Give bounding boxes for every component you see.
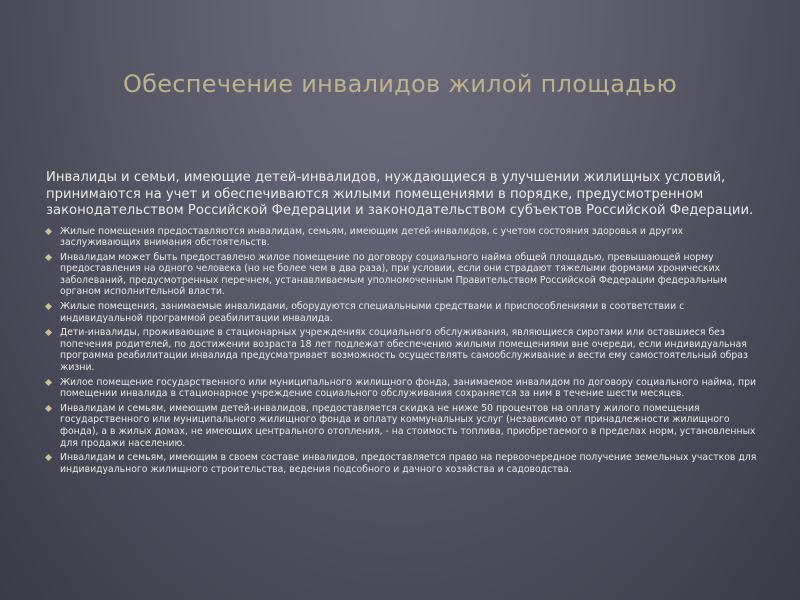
diamond-bullet-icon <box>45 405 52 412</box>
diamond-bullet-icon <box>45 227 52 234</box>
list-item <box>46 252 766 298</box>
list-item <box>46 403 766 449</box>
list-item <box>46 327 766 373</box>
list-item <box>46 377 766 400</box>
diamond-bullet-icon <box>45 303 52 310</box>
list-item-text: Инвалидам и семьям, имеющим в своем составе инвалидов, предоставляется право на первоочередное получение земельных участков для индивидуального жилищного строительства, ведения подсобного и дачного хозяйства и садоводства. <box>60 452 757 475</box>
diamond-bullet-icon <box>45 329 52 336</box>
slide-body <box>46 170 766 478</box>
list-item <box>46 452 766 475</box>
bullet-list <box>46 226 766 476</box>
list-item-text: Инвалидам и семьям, имеющим детей-инвалидов, предоставляется скидка не ниже 50 процентов на оплату жилого помещения государственного или муниципального жилищного фонда и оплату коммунальных услуг (независимо от принадлежности жилищного фонда), а в жилых домах, не имеющих центрального отопления, - на стоимость топлива, приобретаемого в пределах норм, установленных для продажи населению. <box>60 402 756 449</box>
list-item-text: Инвалидам может быть предоставлено жилое помещение по договору социального найма общей площадью, превышающей норму предоставления на одного человека (но не более чем в два раза), при условии, если они страдают тяжелыми формами хронических заболеваний, предусмотренных перечнем, устанавливаемым уполномоченным Правительством Российской Федерации федеральным органом исполнительной власти. <box>60 251 728 298</box>
diamond-bullet-icon <box>45 454 52 461</box>
list-item-text: Жилые помещения предоставляются инвалидам, семьям, имеющим детей-инвалидов, с учетом состояния здоровья и других заслуживающих внимания обстоятельств. <box>60 225 684 249</box>
list-item-text: Жилые помещения, занимаемые инвалидами, оборудуются специальными средствами и приспособлениями в соответствии с индивидуальной программой реабилитации инвалида. <box>60 301 685 324</box>
intro-paragraph: Инвалиды и семьи, имеющие детей-инвалидов, нуждающиеся в улучшении жилищных условий, принимаются на учет и обеспечиваются жилыми помещениями в порядке, предусмотренном законодательством Российской Федерации и законодательством субъектов Российской Федерации. <box>46 170 754 218</box>
list-item-text: Жилое помещение государственного или муниципального жилищного фонда, занимаемое инвалидом по договору социального найма, при помещении инвалида в стационарное учреждение социального обслуживания сохраняется за ним в течение шести месяцев. <box>60 376 757 400</box>
list-item <box>46 301 766 324</box>
list-item <box>46 226 766 249</box>
diamond-bullet-icon <box>45 379 52 386</box>
list-item-text: Дети-инвалиды, проживающие в стационарных учреждениях социального обслуживания, являющиеся сиротами или оставшиеся без попечения родителей, по достижении возраста 18 лет подлежат обеспечению жилыми помещениями вне очереди, если индивидуальная программа реабилитации инвалида предусматривает возможность осуществлять самообслуживание и вести ему самостоятельный образ жизни. <box>60 327 748 374</box>
slide-title: Обеспечение инвалидов жилой площадью <box>122 70 678 98</box>
diamond-bullet-icon <box>45 254 52 261</box>
